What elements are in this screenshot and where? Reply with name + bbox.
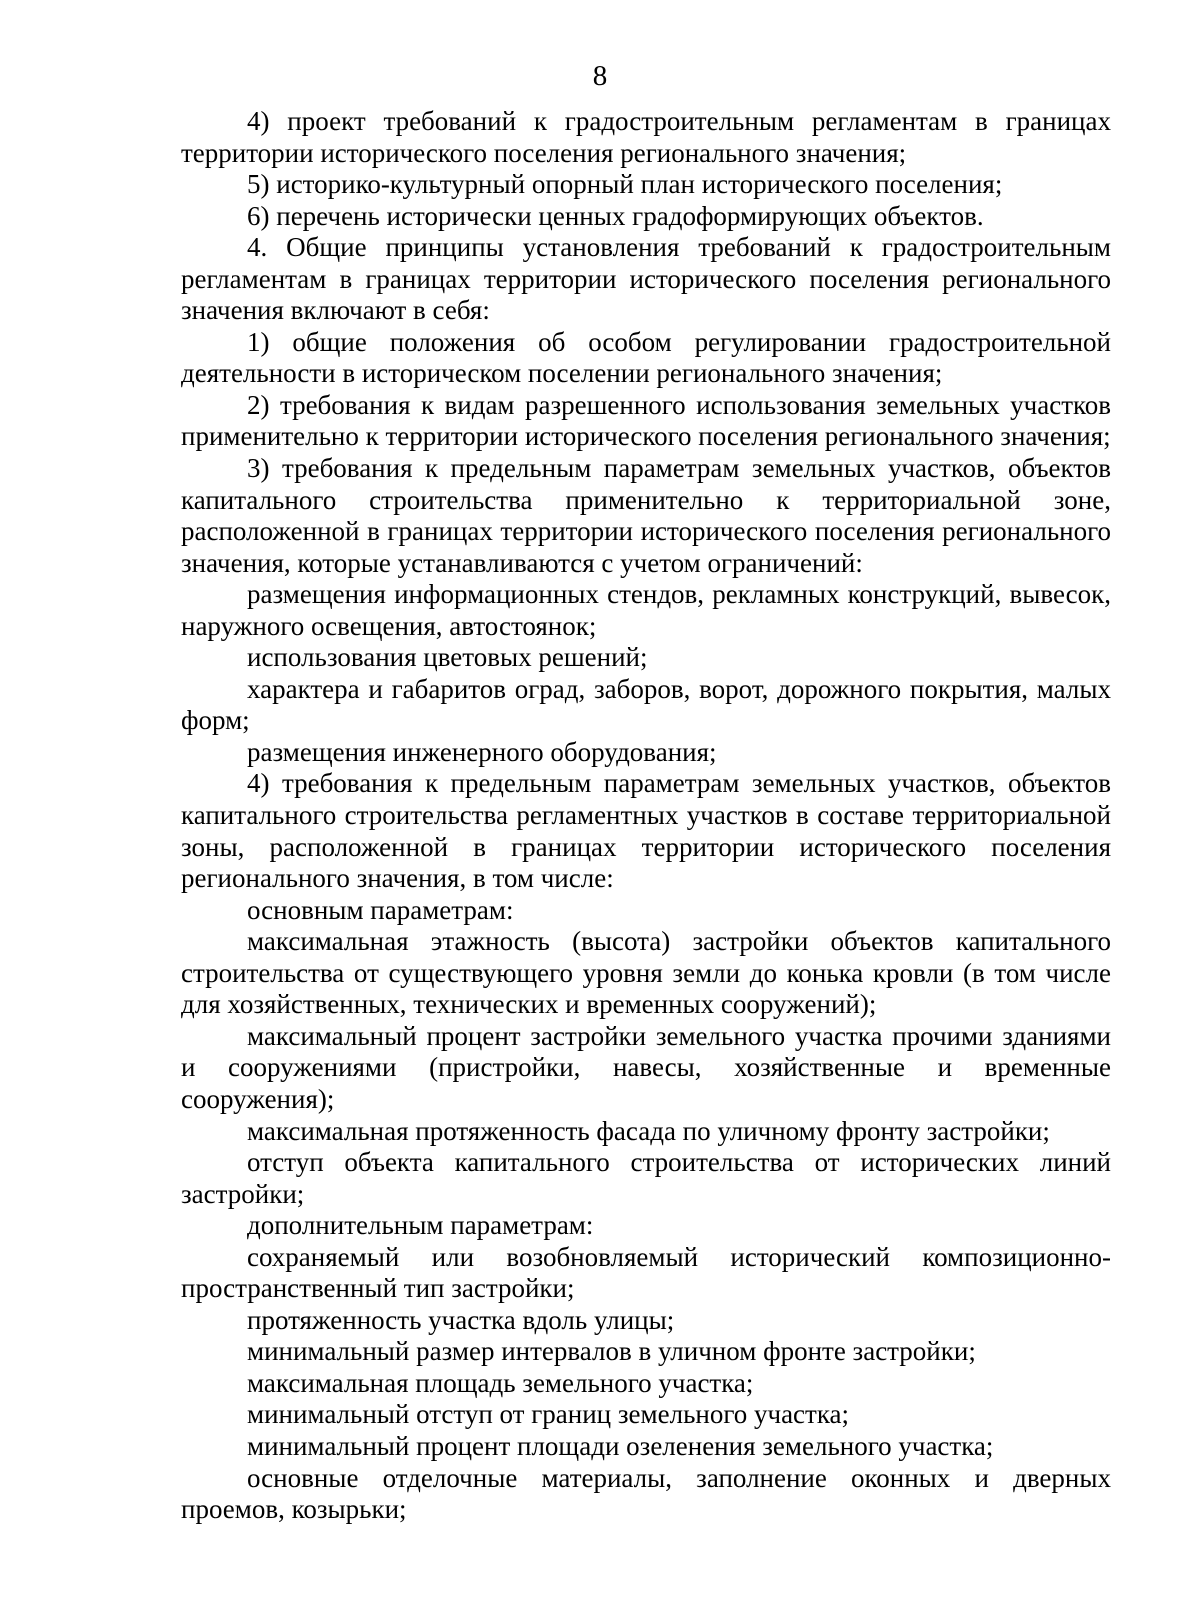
paragraph: максимальная этажность (высота) застройки объектов капитального строительства от существующего уровня земли до конька кровли (в том числе для хозяйственных, технических и временных сооружений); xyxy=(181,926,1111,1020)
paragraph: минимальный отступ от границ земельного участка; xyxy=(247,1399,850,1430)
paragraph: 4. Общие принципы установления требований к градостроительным регламентам в границах территории исторического поселения регионального значения включают в себя: xyxy=(181,232,1111,326)
paragraph: отступ объекта капитального строительства от исторических линий застройки; xyxy=(181,1147,1111,1209)
paragraph: сохраняемый или возобновляемый исторический композиционно-пространственный тип застройки; xyxy=(181,1241,1111,1304)
paragraph: 4) проект требований к градостроительным регламентам в границах территории исторического поселения регионального значения; xyxy=(181,106,1111,168)
paragraph: размещения информационных стендов, рекламных конструкций, вывесок, наружного освещения, автостоянок; xyxy=(181,579,1111,641)
paragraph: 2) требования к видам разрешенного использования земельных участков применительно к территории исторического поселения регионального значения; xyxy=(181,389,1111,452)
paragraph: минимальный процент площади озеленения земельного участка; xyxy=(247,1430,994,1461)
paragraph: 3) требования к предельным параметрам земельных участков, объектов капитального строительства применительно к территориальной зоне, расположенной в границах территории исторического поселения регионального значения, которые устанавливаются с учетом ограничений: xyxy=(181,453,1111,578)
page-number: 8 xyxy=(592,60,608,92)
paragraph: максимальная протяженность фасада по уличному фронту застройки; xyxy=(247,1115,1050,1146)
paragraph: основным параметрам: xyxy=(247,894,514,925)
paragraph: 1) общие положения об особом регулировании градостроительной деятельности в историческом поселении регионального значения; xyxy=(181,326,1111,389)
paragraph: размещения инженерного оборудования; xyxy=(247,736,717,767)
paragraph: максимальная площадь земельного участка; xyxy=(247,1367,754,1398)
paragraph: 5) историко-культурный опорный план исторического поселения; xyxy=(247,169,1003,200)
paragraph: минимальный размер интервалов в уличном фронте застройки; xyxy=(247,1336,976,1367)
paragraph: 4) требования к предельным параметрам земельных участков, объектов капитального строительства регламентных участков в составе территориальной зоны, расположенной в границах территории исторического поселения регионального значения, в том числе: xyxy=(181,768,1111,894)
paragraph: 6) перечень исторически ценных градоформирующих объектов. xyxy=(247,200,984,231)
document-body xyxy=(181,106,1111,1526)
paragraph: протяженность участка вдоль улицы; xyxy=(247,1304,675,1335)
paragraph: характера и габаритов оград, заборов, ворот, дорожного покрытия, малых форм; xyxy=(181,673,1111,736)
paragraph: максимальный процент застройки земельного участка прочими зданиями и сооружениями (пристройки, навесы, хозяйственные и временные сооружения); xyxy=(181,1020,1111,1114)
paragraph: использования цветовых решений; xyxy=(247,642,648,673)
paragraph: дополнительным параметрам: xyxy=(247,1210,594,1241)
paragraph: основные отделочные материалы, заполнение оконных и дверных проемов, козырьки; xyxy=(181,1462,1111,1525)
